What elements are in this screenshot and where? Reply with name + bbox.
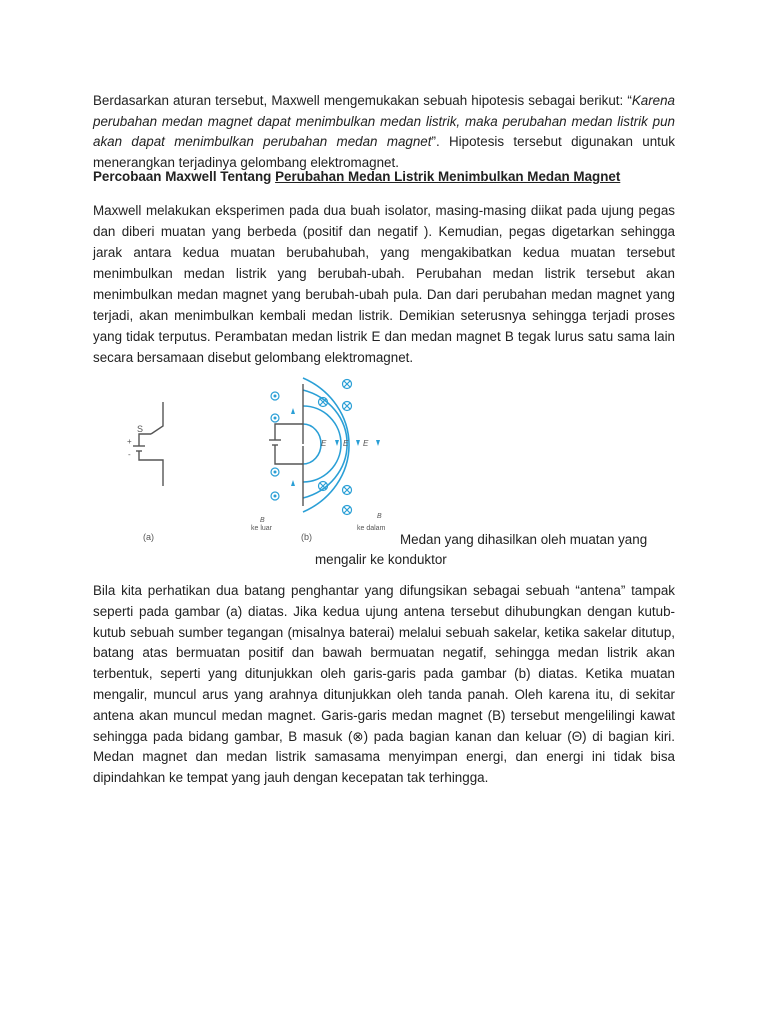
battery-feed-bottom xyxy=(275,445,303,464)
label-b: (b) xyxy=(301,532,312,542)
switch-wire xyxy=(139,434,151,438)
e-label-2: E xyxy=(343,439,349,448)
b-in-label: B xyxy=(377,513,382,520)
antenna-paragraph: Bila kita perhatikan dua batang penghantar yang difungsikan sebagai sebuah “antena” tampak seperti pada gambar (a) diatas. Jika kedua ujung antena tersebut dihubungkan dengan kutub-kutub sebuah sumber tegangan (misalnya baterai) melalui sebuah sakelar, ketika sakelar ditutup, batang atas bermuatan positif dan bawah bermuatan negatif, sehingga medan listrik akan terbentuk, seperti yang ditunjukkan oleh garis-garis pada gambar (b) diatas. Ketika muatan mengalir, muncul arus yang arahnya ditunjukkan oleh tanda panah. Oleh karena itu, di sekitar antena akan muncul medan magnet. Garis-garis medan magnet (B) tersebut mengelilingi kawat sehingga pada bidang gambar, B masuk (⊗) pada bagian kanan dan keluar (Θ) di bagian kiri. Medan magnet dan medan listrik samasama menyimpan energi, dan energi ini tidak bisa dipindahkan ke tempat yang jauh dengan kecepatan tak terhingga. xyxy=(93,583,675,786)
antenna-b-wires xyxy=(269,384,303,506)
intro-tail: ”. Hipotesis tersebut digunakan untuk menerangkan terjadinya gelombang elektromagnet. xyxy=(93,134,675,170)
b-out-label: B xyxy=(260,517,265,524)
figure-caption-line2: mengalir ke konduktor xyxy=(315,552,447,567)
battery-plus: + xyxy=(127,437,132,446)
antenna-a-diagram xyxy=(133,402,163,486)
section-heading xyxy=(93,169,693,184)
label-a: (a) xyxy=(143,532,154,542)
e-label-3: E xyxy=(363,439,369,448)
battery-feed-top xyxy=(275,424,303,440)
experiment-paragraph: Maxwell melakukan eksperimen pada dua buah isolator, masing-masing diikat pada ujung pegas dan diberi muatan yang berbeda (positif dan negatif ). Kemudian, pegas digetarkan sehingga jarak antara kedua muatan berubahubah, yang mengakibatkan kedua muatan tersebut menimbulkan medan listrik yang berubah-ubah. Perubahan medan listrik tersebut akan menimbulkan medan magnet yang berubah-ubah pula. Dan dari perubahan medan magnet yang terjadi, akan menimbulkan kembali medan listrik. Demikian seterusnya sehingga terjadi proses yang tidak terputus. Perambatan medan listrik E dan medan magnet B tegak lurus satu sama lain secara bersamaan disebut gelombang elektromagnet. xyxy=(93,203,675,365)
intro-paragraph xyxy=(93,91,675,173)
heading-underlined: Perubahan Medan Listrik Menimbulkan Medan Magnet xyxy=(275,169,621,184)
antenna-diagram xyxy=(115,376,415,546)
upper-rod-with-switch xyxy=(151,402,163,434)
e-label-1: E xyxy=(321,439,327,448)
battery-minus: - xyxy=(128,450,131,459)
antenna-b-diagram xyxy=(251,378,386,542)
switch-label: S xyxy=(137,424,144,434)
maxwell-hypothesis-quote: Karena perubahan medan magnet dapat menimbulkan medan listrik, maka perubahan medan listrik pun akan dapat menimbulkan perubahan medan magnet xyxy=(93,93,675,149)
figure-caption-line1: Medan yang dihasilkan oleh muatan yang xyxy=(400,532,648,547)
intro-lead: Berdasarkan aturan tersebut, Maxwell mengemukakan sebuah hipotesis sebagai berikut: “ xyxy=(93,93,632,108)
antenna-figure xyxy=(115,376,415,546)
b-out-text: ke luar xyxy=(251,525,273,532)
b-in-text: ke dalam xyxy=(357,525,386,532)
heading-prefix: Percobaan Maxwell Tentang xyxy=(93,169,276,184)
lower-rod xyxy=(139,451,163,486)
